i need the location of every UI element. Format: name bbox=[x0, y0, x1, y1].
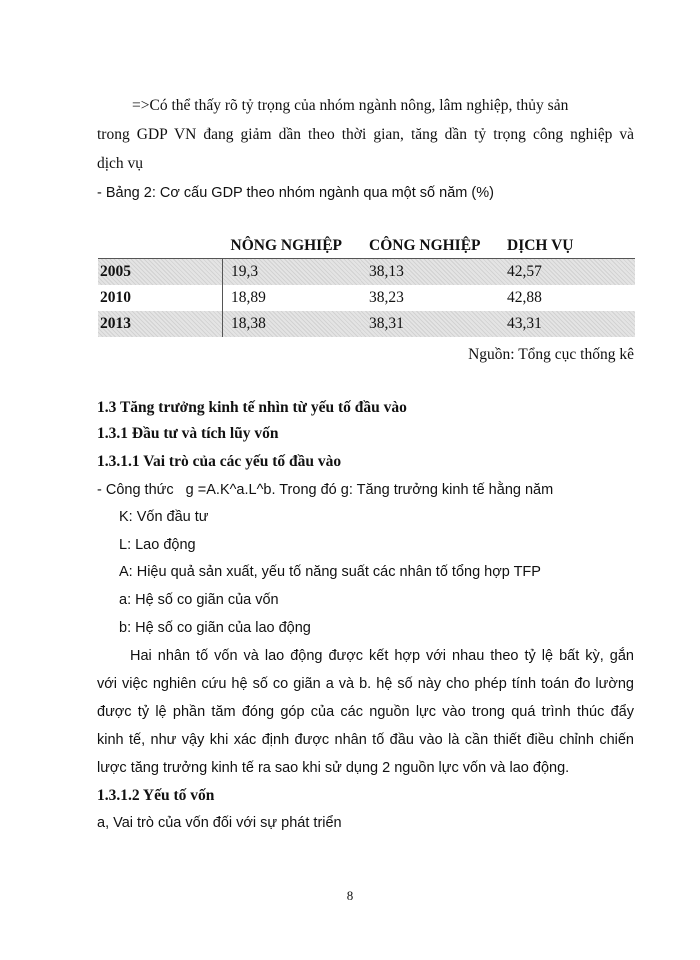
agriculture-cell: 18,89 bbox=[223, 285, 362, 311]
heading-1-3-1-2: 1.3.1.2 Yếu tố vốn bbox=[97, 787, 215, 804]
paragraph-line-3: được tỷ lệ phần tăm đóng góp của các nguồn lực vào trong quá trình thúc đẩy bbox=[97, 704, 634, 720]
agriculture-cell: 19,3 bbox=[223, 259, 362, 286]
services-cell: 43,31 bbox=[507, 315, 542, 332]
gdp-structure-table bbox=[98, 234, 635, 337]
industry-cell: 38,31 bbox=[369, 315, 404, 332]
table-row bbox=[98, 311, 635, 337]
year-cell: 2013 bbox=[100, 315, 131, 332]
industry-cell: 38,13 bbox=[361, 259, 499, 286]
definition-a-lower: a: Hệ số co giãn của vốn bbox=[119, 592, 279, 608]
table-source: Nguồn: Tổng cục thống kê bbox=[468, 346, 634, 363]
services-cell: 42,88 bbox=[507, 289, 542, 306]
definition-b: b: Hệ số co giãn của lao động bbox=[119, 620, 311, 636]
heading-1-3: 1.3 Tăng trưởng kinh tế nhìn từ yếu tố đầu vào bbox=[97, 399, 407, 416]
year-cell: 2010 bbox=[100, 289, 131, 306]
header-services: DỊCH VỤ bbox=[507, 237, 574, 254]
heading-1-3-1: 1.3.1 Đầu tư và tích lũy vốn bbox=[97, 425, 279, 442]
paragraph-line-4: kinh tế, như vậy khi xác định được nhân tố đầu vào là cần thiết điều chỉnh chiến bbox=[97, 732, 634, 748]
table-row bbox=[98, 285, 635, 311]
formula-line: - Công thức g =A.K^a.L^b. Trong đó g: Tăng trưởng kinh tế hằng năm bbox=[97, 482, 554, 498]
page-number: 8 bbox=[346, 888, 354, 903]
paragraph-line-5: lược tăng trưởng kinh tế ra sao khi sử dụng 2 nguồn lực vốn và lao động. bbox=[97, 760, 570, 776]
subheading-a: a, Vai trò của vốn đối với sự phát triển bbox=[97, 815, 342, 831]
definition-k: K: Vốn đầu tư bbox=[119, 509, 209, 525]
year-cell: 2005 bbox=[98, 259, 223, 286]
intro-line-2: trong GDP VN đang giảm dần theo thời gian, tăng dần tỷ trọng công nghiệp và bbox=[97, 126, 634, 143]
header-industry: CÔNG NGHIỆP bbox=[369, 237, 481, 254]
heading-1-3-1-1: 1.3.1.1 Vai trò của các yếu tố đầu vào bbox=[97, 453, 342, 470]
agriculture-cell: 18,38 bbox=[223, 311, 362, 337]
table-caption: - Bảng 2: Cơ cấu GDP theo nhóm ngành qua một số năm (%) bbox=[97, 185, 494, 201]
table-header-row bbox=[98, 234, 635, 259]
paragraph-line-2: với việc nghiên cứu hệ số co giãn a và b. hệ số này cho phép tính toán đo lường bbox=[97, 676, 634, 692]
services-cell: 42,57 bbox=[499, 259, 635, 286]
header-empty bbox=[98, 234, 223, 259]
intro-line-1: =>Có thể thấy rõ tỷ trọng của nhóm ngành nông, lâm nghiệp, thủy sản bbox=[132, 97, 569, 114]
industry-cell: 38,23 bbox=[369, 289, 404, 306]
table-row bbox=[98, 259, 635, 286]
header-agriculture: NÔNG NGHIỆP bbox=[230, 237, 343, 254]
intro-line-3: dịch vụ bbox=[97, 155, 144, 172]
paragraph-line-1: Hai nhân tố vốn và lao động được kết hợp với nhau theo tỷ lệ bất kỳ, gắn bbox=[130, 648, 634, 664]
definition-a-upper: A: Hiệu quả sản xuất, yếu tố năng suất các nhân tố tổng hợp TFP bbox=[119, 564, 541, 580]
definition-l: L: Lao động bbox=[119, 537, 196, 553]
